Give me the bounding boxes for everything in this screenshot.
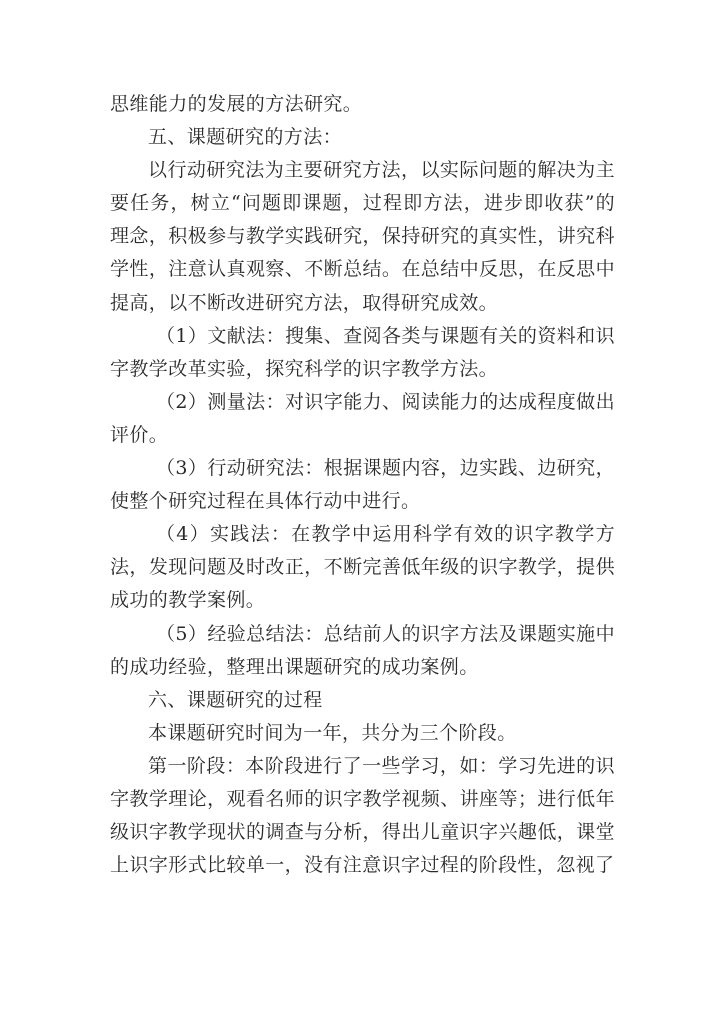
list-item-action-research-method: （3）行动研究法：根据课题内容，边实践、边研究，使整个研究过程在具体行动中进行。: [110, 457, 615, 513]
section-heading-process: 六、课题研究的过程: [148, 688, 323, 711]
paragraph-methods-intro: 以行动研究法为主要研究方法，以实际问题的解决为主要任务，树立“问题即课题，过程即方法，进步即收获”的理念，积极参与教学实践研究，保持研究的真实性，讲究科学性，注意认真观察、不断总结。在总结中反思，在反思中提高，以不断改进研究方法，取得研究成效。: [110, 159, 615, 314]
paragraph-process-intro: 本课题研究时间为一年，共分为三个阶段。: [148, 721, 517, 744]
paragraph-stage-one: 第一阶段：本阶段进行了一些学习，如：学习先进的识字教学理论，观看名师的识字教学视频、讲座等；进行低年级识字教学现状的调查与分析，得出儿童识字兴趣低，课堂上识字形式比较单一，没有注意识字过程的阶段性，忽视了: [110, 754, 615, 877]
list-item-practice-method: （4）实践法：在教学中运用科学有效的识字教学方法，发现问题及时改正，不断完善低年级的识字教学，提供成功的教学案例。: [110, 523, 615, 612]
list-item-experience-summary-method: （5）经验总结法：总结前人的识字方法及课题实施中的成功经验，整理出课题研究的成功案例。: [110, 622, 615, 678]
paragraph-continuation: 思维能力的发展的方法研究。: [110, 93, 363, 115]
list-item-literature-method: （1）文献法：搜集、查阅各类与课题有关的资料和识字教学改革实验，探究科学的识字教学方法。: [110, 324, 615, 380]
list-item-measurement-method: （2）测量法：对识字能力、阅读能力的达成程度做出评价。: [110, 390, 615, 446]
document-body: [110, 88, 615, 882]
section-heading-methods: 五、课题研究的方法：: [148, 126, 343, 149]
